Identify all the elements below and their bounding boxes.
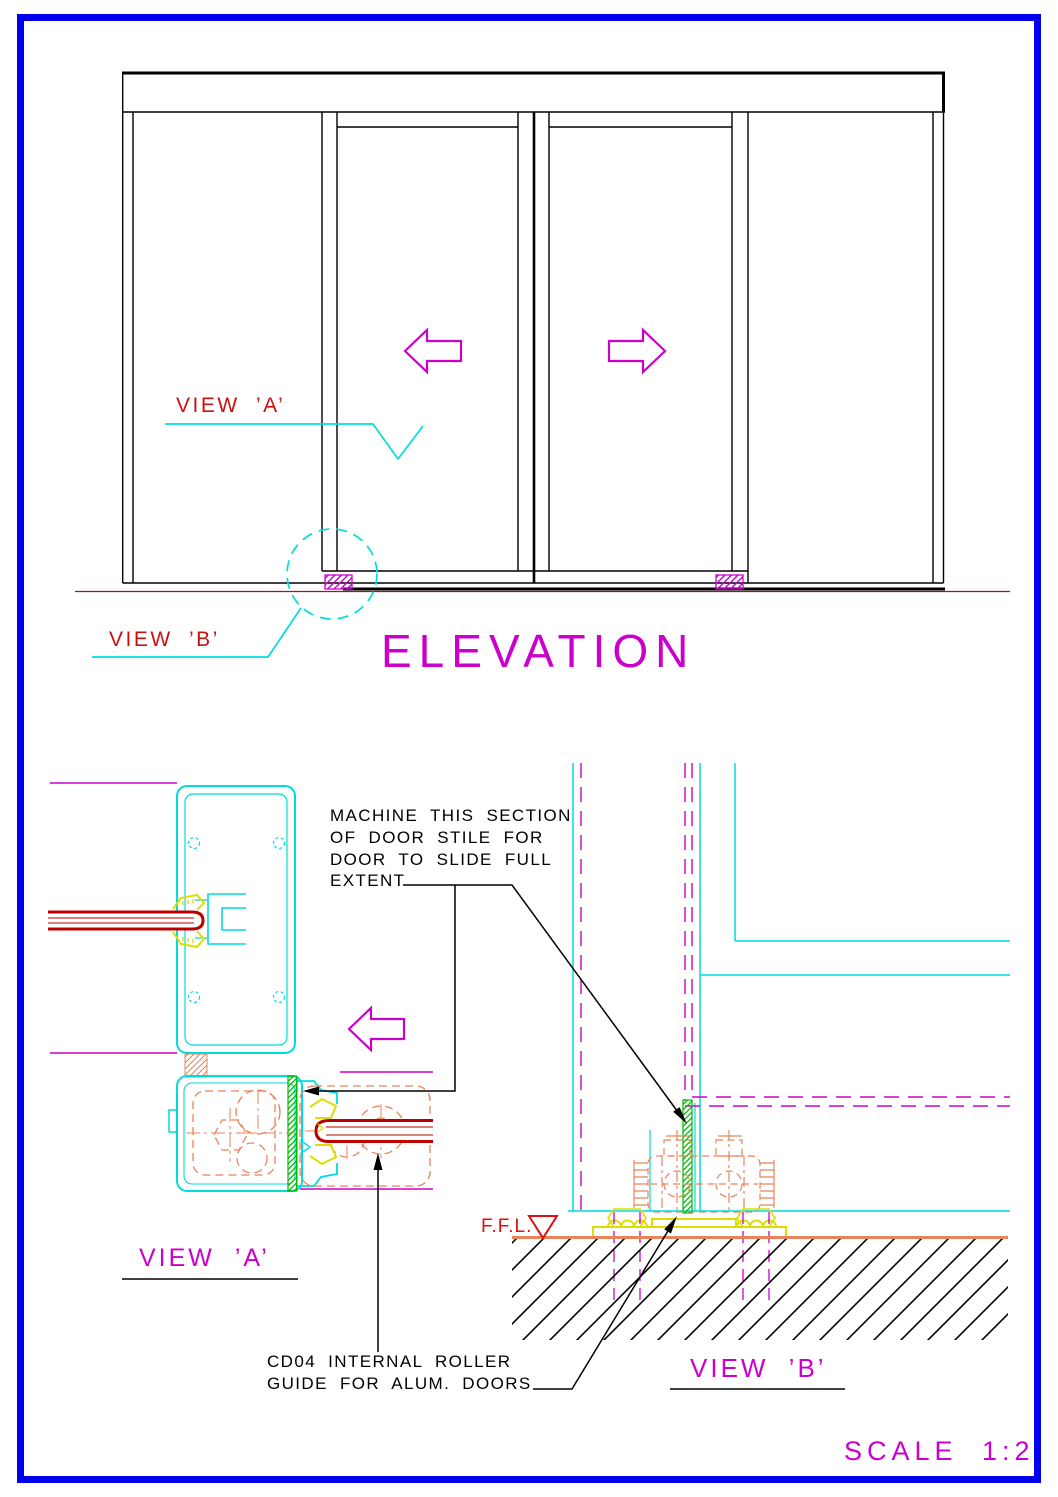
open-door-position-dashed: [581, 763, 1010, 1211]
view-a-callout-leader: [165, 424, 423, 459]
elevation-title: ELEVATION: [381, 625, 696, 677]
glazing-panel-upper: [48, 912, 203, 929]
view-b-detail-section: [512, 763, 1010, 1340]
roller-guide-marker-right: [716, 575, 743, 589]
view-b-frame-lines: [568, 763, 1010, 1211]
roller-guide-marker-left: [325, 575, 352, 589]
view-a-callout-label: VIEW ’A’: [176, 394, 286, 417]
interlock-hatch-salmon: [185, 1054, 207, 1077]
machine-note-line3: DOOR TO SLIDE FULL: [330, 849, 553, 869]
elevation-frame-linework: [122, 73, 945, 589]
roller-assembly-dashed: [634, 1130, 774, 1214]
scale-label: SCALE 1:2: [844, 1436, 1035, 1466]
ffl-datum-triangle-icon: [529, 1216, 557, 1238]
view-b-callout-label: VIEW ’B’: [109, 628, 220, 651]
slide-right-arrow-icon: [609, 330, 665, 372]
machine-note-line4: EXTENT: [330, 871, 406, 891]
ffl-label: F.F.L.: [481, 1216, 533, 1237]
slide-left-arrow-icon: [405, 330, 461, 372]
machine-note-line1: MACHINE THIS SECTION: [330, 806, 572, 825]
floor-hatch: [512, 1239, 1008, 1340]
cd04-note: [267, 1351, 532, 1395]
machine-note-line2: OF DOOR STILE FOR: [330, 827, 544, 847]
slide-left-arrow-detail-icon: [349, 1008, 404, 1050]
view-b-detail-title: VIEW ’B’: [690, 1353, 827, 1383]
cd04-note-line1: CD04 INTERNAL ROLLER: [267, 1352, 512, 1371]
view-b-callout-circle: [287, 529, 377, 619]
view-a-detail-title: VIEW ’A’: [139, 1244, 270, 1272]
machine-note: [330, 805, 572, 892]
glazing-panel-lower: [316, 1121, 433, 1142]
guide-strip-green-view-a: [288, 1076, 297, 1191]
cd04-note-line2: GUIDE FOR ALUM. DOORS: [267, 1373, 532, 1393]
